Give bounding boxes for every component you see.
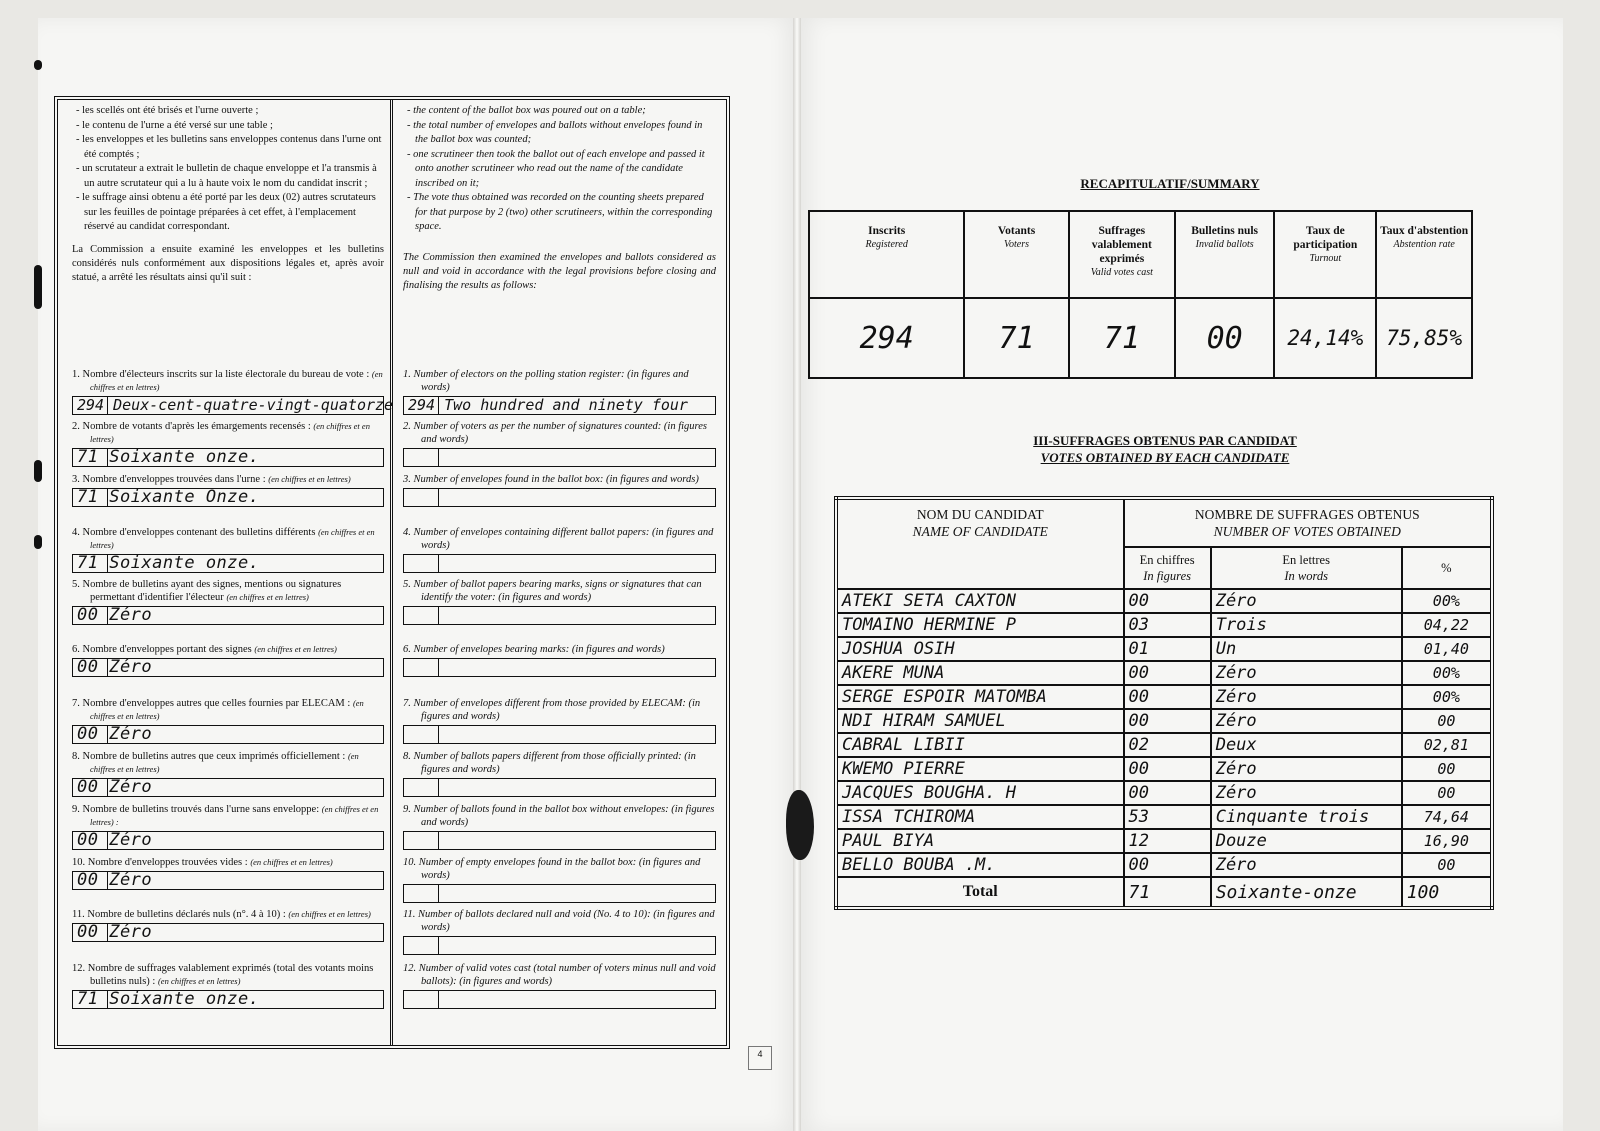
answer-box bbox=[72, 923, 384, 942]
candidate-words: Un bbox=[1211, 637, 1402, 661]
candidate-name: NDI HIRAM SAMUEL bbox=[836, 709, 1124, 733]
summary-header-cell: Taux de participation Turnout bbox=[1274, 211, 1376, 298]
edge-mark bbox=[34, 60, 42, 70]
summary-table bbox=[808, 210, 1473, 379]
book-spine bbox=[793, 18, 801, 1131]
handwritten-answer: 00 Zéro bbox=[77, 922, 153, 942]
answer-box bbox=[72, 831, 384, 850]
candidate-row bbox=[836, 661, 1492, 685]
candidate-percent: 00% bbox=[1402, 685, 1492, 709]
fr-bullet: - les enveloppes et les bulletins sans enveloppes contenus dans l'urne ont été comptés ; bbox=[76, 134, 382, 160]
form-item-question bbox=[403, 750, 716, 776]
form-item bbox=[403, 908, 716, 955]
form-item bbox=[72, 856, 384, 890]
fr-bullet-list bbox=[72, 104, 384, 235]
handwritten-answer: 00 Zéro bbox=[77, 830, 153, 850]
question-text: 1. Number of electors on the polling station register: (in figures and words) bbox=[403, 369, 689, 393]
candidate-figures: 00 bbox=[1124, 661, 1211, 685]
form-item-question bbox=[403, 908, 716, 934]
question-hint: (en chiffres et en lettres) bbox=[90, 527, 375, 550]
candidate-row bbox=[836, 781, 1492, 805]
candidate-name: JACQUES BOUGHA. H bbox=[836, 781, 1124, 805]
candidate-name-header: NOM DU CANDIDAT NAME OF CANDIDATE bbox=[836, 498, 1124, 589]
candidate-figures: 00 bbox=[1124, 781, 1211, 805]
section-title-en: VOTES OBTAINED BY EACH CANDIDATE bbox=[1040, 450, 1290, 465]
candidate-figures: 12 bbox=[1124, 829, 1211, 853]
question-text: 10. Nombre d'enveloppes trouvées vides : bbox=[72, 857, 248, 868]
question-hint: (en chiffres et en lettres) bbox=[90, 369, 383, 392]
form-item bbox=[403, 856, 716, 903]
candidate-header-row bbox=[836, 498, 1492, 547]
candidate-row bbox=[836, 853, 1492, 877]
candidate-name: JOSHUA OSIH bbox=[836, 637, 1124, 661]
question-text: 11. Nombre de bulletins déclarés nuls (n°. 4 à 10) : bbox=[72, 909, 286, 920]
form-item bbox=[72, 697, 384, 744]
question-text: 12. Nombre de suffrages valablement exprimés (total des votants moins bulletins nuls) : bbox=[72, 963, 374, 987]
ink-stain bbox=[786, 790, 814, 860]
form-item-question bbox=[72, 962, 384, 988]
candidate-name: SERGE ESPOIR MATOMBA bbox=[836, 685, 1124, 709]
question-hint: (en chiffres et en lettres) bbox=[90, 698, 364, 721]
candidate-figures: 00 bbox=[1124, 853, 1211, 877]
form-item-question bbox=[72, 643, 384, 656]
candidate-name: PAUL BIYA bbox=[836, 829, 1124, 853]
form-item-question bbox=[72, 856, 384, 869]
candidate-figures: 01 bbox=[1124, 637, 1211, 661]
candidate-figures: 00 bbox=[1124, 709, 1211, 733]
section-title bbox=[1005, 432, 1325, 466]
handwritten-answer: 294 Deux-cent-quatre-vingt-quatorze bbox=[77, 396, 394, 414]
handwritten-answer: 71 Soixante onze. bbox=[77, 553, 260, 573]
form-item-question bbox=[72, 908, 384, 921]
candidate-figures: 00 bbox=[1124, 589, 1211, 613]
question-hint: (en chiffres et en lettres) bbox=[288, 909, 371, 919]
en-paragraph: The Commission then examined the envelopes and ballots considered as null and void in accordance with the legal provisions before closing and finalising the results as follows: bbox=[403, 251, 716, 291]
turnout-value: 24,14% bbox=[1274, 298, 1376, 378]
total-figures: 71 bbox=[1124, 877, 1211, 908]
answer-box bbox=[403, 488, 716, 507]
question-text: 1. Nombre d'électeurs inscrits sur la liste électorale du bureau de vote : bbox=[72, 369, 370, 380]
form-item bbox=[72, 473, 384, 507]
form-item bbox=[403, 473, 716, 507]
candidate-words: Douze bbox=[1211, 829, 1402, 853]
answer-box bbox=[403, 725, 716, 744]
en-bullet: - the total number of envelopes and ballots without envelopes found in the ballot box was counted; bbox=[407, 119, 703, 145]
fr-bullet: - un scrutateur a extrait le bulletin de chaque enveloppe et l'a transmis à un autre scrutateur qui a lu à haute voix le nom du candidat inscrit ; bbox=[76, 163, 377, 189]
candidate-row bbox=[836, 733, 1492, 757]
question-text: 9. Number of ballots found in the ballot box without envelopes: (in figures and words) bbox=[403, 804, 715, 828]
summary-header-cell: Inscrits Registered bbox=[809, 211, 964, 298]
candidate-words: Zéro bbox=[1211, 709, 1402, 733]
summary-header-cell: Votants Voters bbox=[964, 211, 1068, 298]
answer-box bbox=[72, 396, 394, 415]
form-item bbox=[72, 962, 384, 1009]
question-hint: (en chiffres et en lettres) bbox=[268, 474, 351, 484]
candidate-percent: 01,40 bbox=[1402, 637, 1492, 661]
edge-mark bbox=[34, 265, 42, 309]
handwritten-answer: 71 Soixante Onze. bbox=[77, 487, 260, 507]
form-item-question bbox=[72, 578, 384, 604]
answer-box bbox=[403, 658, 716, 677]
summary-title: RECAPITULATIF/SUMMARY bbox=[1080, 176, 1260, 191]
form-item bbox=[403, 803, 716, 850]
total-row bbox=[836, 877, 1492, 908]
form-item-question bbox=[403, 420, 716, 446]
answer-box bbox=[72, 606, 384, 625]
summary-header-cell: Taux d'abstention Abstention rate bbox=[1376, 211, 1472, 298]
answer-box bbox=[403, 606, 716, 625]
question-hint: (en chiffres et en lettres) bbox=[157, 976, 241, 986]
form-item bbox=[403, 526, 716, 573]
form-item bbox=[72, 908, 384, 942]
answer-box bbox=[403, 990, 716, 1009]
form-item-question bbox=[72, 803, 384, 829]
form-item-question bbox=[403, 578, 716, 604]
form-item bbox=[72, 368, 394, 415]
form-item bbox=[403, 368, 716, 415]
candidate-words: Zéro bbox=[1211, 853, 1402, 877]
candidate-row bbox=[836, 757, 1492, 781]
candidate-words: Deux bbox=[1211, 733, 1402, 757]
answer-box bbox=[72, 658, 384, 677]
question-text: 3. Nombre d'enveloppes trouvées dans l'urne : bbox=[72, 474, 266, 485]
form-item bbox=[72, 750, 384, 797]
candidate-name: KWEMO PIERRE bbox=[836, 757, 1124, 781]
form-item-question bbox=[72, 697, 384, 723]
candidate-words: Zéro bbox=[1211, 685, 1402, 709]
form-item-question bbox=[403, 473, 716, 486]
fr-bullet: - les scellés ont été brisés et l'urne ouverte ; bbox=[76, 105, 259, 116]
candidate-figures: 00 bbox=[1124, 757, 1211, 781]
handwritten-answer: 71 Soixante onze. bbox=[77, 989, 260, 1009]
section-title-fr: III-SUFFRAGES OBTENUS PAR CANDIDAT bbox=[1033, 433, 1297, 448]
form-item-question bbox=[72, 526, 384, 552]
form-item bbox=[403, 420, 716, 467]
answer-box bbox=[403, 936, 716, 955]
form-item-question bbox=[72, 750, 384, 776]
handwritten-answer: 71 Soixante onze. bbox=[77, 447, 260, 467]
question-text: 9. Nombre de bulletins trouvés dans l'urne sans enveloppe: bbox=[72, 804, 320, 815]
form-item bbox=[403, 643, 716, 677]
edge-mark bbox=[34, 460, 42, 482]
candidate-row bbox=[836, 709, 1492, 733]
candidate-name: AKERE MUNA bbox=[836, 661, 1124, 685]
invalid-ballots-value: 00 bbox=[1175, 298, 1274, 378]
question-text: 3. Number of envelopes found in the ballot box: (in figures and words) bbox=[403, 474, 699, 485]
form-item-question bbox=[403, 526, 716, 552]
candidate-percent: 74,64 bbox=[1402, 805, 1492, 829]
total-percent: 100 bbox=[1402, 877, 1492, 908]
en-bullet: - one scrutineer then took the ballot out of each envelope and passed it onto another scrutineer who read out the name of the candidate inscribed on it; bbox=[407, 148, 705, 189]
candidate-name: CABRAL LIBII bbox=[836, 733, 1124, 757]
candidate-percent: 00 bbox=[1402, 709, 1492, 733]
edge-mark bbox=[34, 535, 42, 549]
form-item-question bbox=[72, 420, 384, 446]
candidate-name: ISSA TCHIROMA bbox=[836, 805, 1124, 829]
answer-box bbox=[72, 725, 384, 744]
question-hint: (en chiffres et en lettres) bbox=[90, 751, 359, 774]
answer-box bbox=[403, 396, 716, 415]
question-text: 12. Number of valid votes cast (total number of voters minus null and void ballots): (in figures and words) bbox=[403, 963, 716, 987]
form-item bbox=[72, 578, 384, 625]
answer-box bbox=[403, 884, 716, 903]
question-text: 2. Nombre de votants d'après les émargements recensés : bbox=[72, 421, 311, 432]
candidate-words: Zéro bbox=[1211, 589, 1402, 613]
question-text: 7. Nombre d'enveloppes autres que celles fournies par ELECAM : bbox=[72, 698, 351, 709]
question-text: 7. Number of envelopes different from those provided by ELECAM: (in figures and words) bbox=[403, 698, 701, 722]
candidate-figures: 02 bbox=[1124, 733, 1211, 757]
question-hint: (en chiffres et en lettres) : bbox=[90, 804, 379, 827]
candidate-row bbox=[836, 829, 1492, 853]
question-hint: (en chiffres et en lettres) bbox=[226, 592, 309, 602]
question-text: 4. Nombre d'enveloppes contenant des bulletins différents bbox=[72, 527, 316, 538]
french-column bbox=[58, 100, 394, 1045]
form-item bbox=[72, 420, 384, 467]
form-item-question bbox=[403, 368, 716, 394]
en-bullet: - the content of the ballot box was poured out on a table; bbox=[407, 105, 646, 116]
minutes-form bbox=[54, 96, 730, 1049]
candidate-row bbox=[836, 685, 1492, 709]
candidate-percent: 00 bbox=[1402, 853, 1492, 877]
candidate-figures: 03 bbox=[1124, 613, 1211, 637]
registered-value: 294 bbox=[809, 298, 964, 378]
form-item-question bbox=[403, 643, 716, 656]
candidate-row bbox=[836, 637, 1492, 661]
summary-header-row bbox=[809, 211, 1472, 298]
valid-votes-value: 71 bbox=[1069, 298, 1175, 378]
candidate-percent: 00 bbox=[1402, 781, 1492, 805]
question-text: 8. Nombre de bulletins autres que ceux imprimés officiellement : bbox=[72, 751, 346, 762]
page-number: 4 bbox=[748, 1046, 772, 1070]
form-item-question bbox=[72, 473, 384, 486]
form-item-question bbox=[403, 803, 716, 829]
figures-header: En chiffres In figures bbox=[1124, 547, 1211, 589]
question-text: 5. Number of ballot papers bearing marks, signs or signatures that can identify the voter: (in figures and words) bbox=[403, 579, 702, 603]
form-item-question bbox=[403, 962, 716, 988]
answer-box bbox=[72, 871, 384, 890]
candidate-name: TOMAINO HERMINE P bbox=[836, 613, 1124, 637]
candidate-row bbox=[836, 589, 1492, 613]
question-text: 10. Number of empty envelopes found in the ballot box: (in figures and words) bbox=[403, 857, 701, 881]
fr-paragraph: La Commission a ensuite examiné les enveloppes et les bulletins considérés nuls conformément aux dispositions légales et, après avoir statué, a arrêté les résultats ainsi qu'il suit : bbox=[72, 243, 384, 283]
answer-box bbox=[403, 778, 716, 797]
candidate-percent: 00% bbox=[1402, 661, 1492, 685]
candidate-percent: 16,90 bbox=[1402, 829, 1492, 853]
question-text: 4. Number of envelopes containing different ballot papers: (in figures and words) bbox=[403, 527, 714, 551]
summary-header-cell: Bulletins nuls Invalid ballots bbox=[1175, 211, 1274, 298]
candidate-name: BELLO BOUBA .M. bbox=[836, 853, 1124, 877]
abstention-value: 75,85% bbox=[1376, 298, 1472, 378]
english-column bbox=[390, 100, 722, 1045]
summary-header-cell: Suffrages valablement exprimés Valid votes cast bbox=[1069, 211, 1175, 298]
candidate-words: Zéro bbox=[1211, 781, 1402, 805]
form-item bbox=[72, 803, 384, 850]
candidate-figures: 53 bbox=[1124, 805, 1211, 829]
form-item bbox=[72, 643, 384, 677]
answer-box bbox=[72, 448, 384, 467]
answer-box bbox=[403, 448, 716, 467]
candidate-row bbox=[836, 613, 1492, 637]
candidate-percent: 02,81 bbox=[1402, 733, 1492, 757]
handwritten-answer: 294 Two hundred and ninety four bbox=[408, 396, 688, 414]
question-text: 11. Number of ballots declared null and void (No. 4 to 10): (in figures and words) bbox=[403, 909, 715, 933]
question-text: 2. Number of voters as per the number of signatures counted: (in figures and words) bbox=[403, 421, 707, 445]
question-text: 6. Nombre d'enveloppes portant des signes bbox=[72, 644, 252, 655]
form-item bbox=[72, 526, 384, 573]
handwritten-answer: 00 Zéro bbox=[77, 657, 153, 677]
handwritten-answer: 00 Zéro bbox=[77, 870, 153, 890]
answer-box bbox=[72, 990, 384, 1009]
total-label: Total bbox=[836, 877, 1124, 908]
form-item bbox=[403, 578, 716, 625]
candidate-votes-table bbox=[834, 496, 1494, 910]
question-hint: (en chiffres et en lettres) bbox=[250, 857, 333, 867]
handwritten-answer: 00 Zéro bbox=[77, 605, 153, 625]
voters-value: 71 bbox=[964, 298, 1068, 378]
candidate-words: Zéro bbox=[1211, 661, 1402, 685]
bleed-through-text bbox=[995, 92, 1375, 116]
answer-box bbox=[72, 488, 384, 507]
answer-box bbox=[403, 554, 716, 573]
fr-bullet: - le contenu de l'urne a été versé sur une table ; bbox=[76, 119, 273, 131]
en-bullet: - The vote thus obtained was recorded on the counting sheets prepared for that purpose by 2 (two) other scrutineers, within the corresponding space. bbox=[407, 192, 713, 232]
answer-box bbox=[72, 554, 384, 573]
candidate-words: Zéro bbox=[1211, 757, 1402, 781]
answer-box bbox=[403, 831, 716, 850]
form-item-question bbox=[403, 856, 716, 882]
votes-obtained-header: NOMBRE DE SUFFRAGES OBTENUS NUMBER OF VOTES OBTAINED bbox=[1124, 498, 1492, 547]
candidate-percent: 00 bbox=[1402, 757, 1492, 781]
form-item bbox=[403, 750, 716, 797]
form-item bbox=[403, 697, 716, 744]
candidate-percent: 04,22 bbox=[1402, 613, 1492, 637]
summary-values-row bbox=[809, 298, 1472, 378]
question-hint: (en chiffres et en lettres) bbox=[90, 421, 370, 444]
candidate-figures: 00 bbox=[1124, 685, 1211, 709]
handwritten-answer: 00 Zéro bbox=[77, 777, 153, 797]
handwritten-answer: 00 Zéro bbox=[77, 724, 153, 744]
fr-bullet: - le suffrage ainsi obtenu a été porté par les deux (02) autres scrutateurs sur les feuilles de pointage préparées à cet effet, à l'emplacement réservé au candidat correspondant. bbox=[76, 192, 376, 232]
en-bullet-list bbox=[403, 104, 716, 235]
form-item-question bbox=[403, 697, 716, 723]
words-header: En lettres In words bbox=[1211, 547, 1402, 589]
candidate-percent: 00% bbox=[1402, 589, 1492, 613]
form-item-question bbox=[72, 368, 384, 394]
form-item bbox=[403, 962, 716, 1009]
question-text: 8. Number of ballots papers different from those officially printed: (in figures and words) bbox=[403, 751, 696, 775]
candidate-name: ATEKI SETA CAXTON bbox=[836, 589, 1124, 613]
candidate-row bbox=[836, 805, 1492, 829]
question-text: 5. Nombre de bulletins ayant des signes, mentions ou signatures permettant d'identifier l'électeur bbox=[72, 579, 342, 603]
candidate-words: Cinquante trois bbox=[1211, 805, 1402, 829]
percent-header: % bbox=[1402, 547, 1492, 589]
total-words: Soixante-onze bbox=[1211, 877, 1402, 908]
question-text: 6. Number of envelopes bearing marks: (in figures and words) bbox=[403, 644, 665, 655]
question-hint: (en chiffres et en lettres) bbox=[254, 644, 337, 654]
candidate-words: Trois bbox=[1211, 613, 1402, 637]
answer-box bbox=[72, 778, 384, 797]
